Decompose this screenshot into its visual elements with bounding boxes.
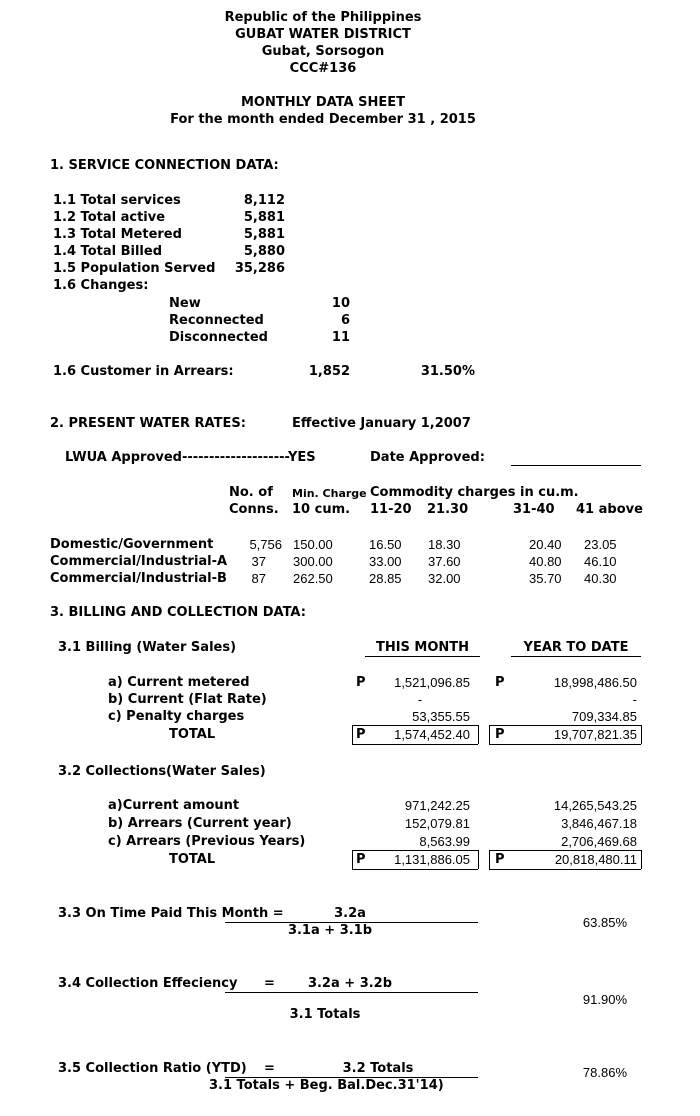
collection-total-rule-bottom	[352, 869, 478, 870]
collection-total-rule-top	[352, 850, 478, 851]
ratio-collection-denominator: 3.1 Totals + Beg. Bal.Dec.31'14)	[209, 1078, 444, 1093]
peso-sign: P	[356, 852, 366, 867]
billing-ytd: 709,334.85	[571, 709, 637, 724]
rate-c2: 37.60	[428, 554, 461, 569]
col-year-to-date: YEAR TO DATE	[523, 640, 629, 655]
collection-total-ytd: 20,818,480.11	[554, 852, 637, 867]
change-value: 11	[331, 330, 350, 345]
peso-sign: P	[356, 675, 366, 690]
s1-value: 5,880	[243, 244, 285, 259]
collection-label: c) Arrears (Previous Years)	[108, 834, 306, 849]
header-location: Gubat, Sorsogon	[261, 44, 385, 59]
s1-value: 5,881	[243, 210, 285, 225]
billing-total-rule-bottom	[489, 744, 641, 745]
collection-total-month: 1,131,886.05	[394, 852, 470, 867]
peso-sign: P	[495, 675, 505, 690]
billing-ytd: 18,998,486.50	[553, 675, 637, 690]
billing-total-box	[489, 725, 490, 744]
ratio-on-time-value: 63.85%	[582, 915, 627, 930]
collection-total-rule-top	[489, 850, 641, 851]
billing-ytd: -	[632, 692, 637, 707]
s1-label: 1.5 Population Served	[53, 261, 216, 276]
s1-label: 1.3 Total Metered	[53, 227, 182, 242]
ratio-on-time-label: 3.3 On Time Paid This Month =	[58, 906, 284, 921]
collection-total-box	[478, 850, 479, 869]
s1-value: 5,881	[243, 227, 285, 242]
section3-heading: 3. BILLING AND COLLECTION DATA:	[50, 605, 306, 620]
collection-total-box	[352, 850, 353, 869]
rate-c2: 32.00	[428, 571, 461, 586]
collection-month: 8,563.99	[419, 834, 470, 849]
s1-value: 35,286	[234, 261, 285, 276]
rate-min: 262.50	[293, 571, 333, 586]
section1-heading: 1. SERVICE CONNECTION DATA:	[50, 158, 279, 173]
header-republic: Republic of the Philippines	[224, 10, 422, 25]
header-ccc: CCC#136	[289, 61, 357, 76]
report-period: For the month ended December 31 , 2015	[170, 112, 476, 127]
collection-ytd: 2,706,469.68	[561, 834, 637, 849]
lwua-approved: LWUA Approved--------------------YES	[65, 450, 316, 465]
col-min-2: 10 cum.	[292, 502, 351, 517]
collection-total-label: TOTAL	[169, 852, 216, 867]
arrears-label: 1.6 Customer in Arrears:	[53, 364, 234, 379]
ratio-efficiency-eq: =	[264, 976, 275, 991]
s1-label: 1.4 Total Billed	[53, 244, 162, 259]
rate-name: Commercial/Industrial-A	[50, 554, 228, 569]
billing-total-ytd: 19,707,821.35	[553, 727, 637, 742]
rate-c4: 23.05	[584, 537, 617, 552]
rate-c4: 46.10	[584, 554, 617, 569]
collection-ytd: 14,265,543.25	[553, 798, 637, 813]
ratio-efficiency-value: 91.90%	[582, 992, 627, 1007]
page-title: MONTHLY DATA SHEET	[241, 95, 405, 110]
rate-name: Domestic/Government	[50, 537, 214, 552]
rate-conns: 37	[251, 554, 266, 569]
billing-label: a) Current metered	[108, 675, 250, 690]
collection-total-rule-bottom	[489, 869, 641, 870]
col-commodity: Commodity charges in cu.m.	[370, 485, 579, 500]
col-21-30: 21.30	[427, 502, 469, 517]
col-conns-1: No. of	[229, 485, 273, 500]
collection-label: a)Current amount	[108, 798, 240, 813]
ratio-on-time-denominator: 3.1a + 3.1b	[287, 923, 373, 938]
ratio-efficiency-denominator: 3.1 Totals	[289, 1007, 361, 1022]
billing-total-box	[352, 725, 353, 744]
peso-sign: P	[495, 852, 505, 867]
s1-label: 1.1 Total services	[53, 193, 181, 208]
ratio-on-time-numerator: 3.2a	[334, 906, 366, 921]
collection-month: 971,242.25	[404, 798, 470, 813]
billing-total-rule-top	[489, 725, 641, 726]
billing-month: -	[417, 692, 423, 707]
billing-heading: 3.1 Billing (Water Sales)	[58, 640, 237, 655]
collection-total-box	[489, 850, 490, 869]
s1-label: 1.2 Total active	[53, 210, 166, 225]
col-conns-2: Conns.	[229, 502, 279, 517]
col-this-month-rule	[365, 656, 480, 657]
billing-month: 53,355.55	[412, 709, 470, 724]
billing-total-label: TOTAL	[169, 727, 216, 742]
billing-total-box	[478, 725, 479, 744]
rate-c2: 18.30	[428, 537, 461, 552]
collections-heading: 3.2 Collections(Water Sales)	[58, 764, 266, 779]
s1-value: 8,112	[243, 193, 285, 208]
rate-min: 150.00	[293, 537, 333, 552]
col-this-month: THIS MONTH	[375, 640, 470, 655]
collection-label: b) Arrears (Current year)	[108, 816, 292, 831]
rate-c4: 40.30	[584, 571, 617, 586]
ratio-efficiency-label: 3.4 Collection Effeciency	[58, 976, 238, 991]
collection-month: 152,079.81	[404, 816, 470, 831]
change-label: New	[169, 296, 201, 311]
date-approved-line	[511, 465, 641, 466]
rate-conns: 5,756	[249, 537, 282, 552]
ratio-efficiency-numerator: 3.2a + 3.2b	[307, 976, 393, 991]
rate-c1: 33.00	[369, 554, 402, 569]
arrears-percent: 31.50%	[420, 364, 475, 379]
collection-total-box	[641, 850, 642, 869]
rate-c1: 16.50	[369, 537, 402, 552]
change-label: Reconnected	[169, 313, 264, 328]
peso-sign: P	[495, 727, 505, 742]
ratio-collection-eq: =	[264, 1061, 275, 1076]
col-31-40: 31-40	[513, 502, 555, 517]
date-approved-label: Date Approved:	[370, 450, 485, 465]
billing-total-box	[641, 725, 642, 744]
rate-name: Commercial/Industrial-B	[50, 571, 227, 586]
col-min-1: Min. Charge	[292, 487, 367, 500]
arrears-count: 1,852	[308, 364, 350, 379]
ratio-efficiency-bar	[225, 992, 478, 993]
collection-ytd: 3,846,467.18	[561, 816, 637, 831]
effective-date: Effective January 1,2007	[292, 416, 471, 431]
billing-month: 1,521,096.85	[394, 675, 470, 690]
section2-heading: 2. PRESENT WATER RATES:	[50, 416, 246, 431]
peso-sign: P	[356, 727, 366, 742]
rate-c3: 40.80	[529, 554, 562, 569]
col-11-20: 11-20	[370, 502, 412, 517]
billing-label: b) Current (Flat Rate)	[108, 692, 267, 707]
billing-label: c) Penalty charges	[108, 709, 245, 724]
header-district: GUBAT WATER DISTRICT	[235, 27, 411, 42]
ratio-collection-numerator: 3.2 Totals	[342, 1061, 414, 1076]
billing-total-month: 1,574,452.40	[394, 727, 470, 742]
rate-c3: 20.40	[529, 537, 562, 552]
billing-total-rule-top	[352, 725, 478, 726]
rate-min: 300.00	[293, 554, 333, 569]
rate-conns: 87	[251, 571, 266, 586]
col-ytd-rule	[511, 656, 641, 657]
s1-label: 1.6 Changes:	[53, 278, 149, 293]
billing-total-rule-bottom	[352, 744, 478, 745]
change-label: Disconnected	[169, 330, 268, 345]
col-41-above: 41 above	[576, 502, 643, 517]
rate-c1: 28.85	[369, 571, 402, 586]
rate-c3: 35.70	[529, 571, 562, 586]
change-value: 10	[331, 296, 350, 311]
ratio-collection-value: 78.86%	[582, 1065, 627, 1080]
ratio-collection-label: 3.5 Collection Ratio (YTD)	[58, 1061, 247, 1076]
change-value: 6	[340, 313, 350, 328]
